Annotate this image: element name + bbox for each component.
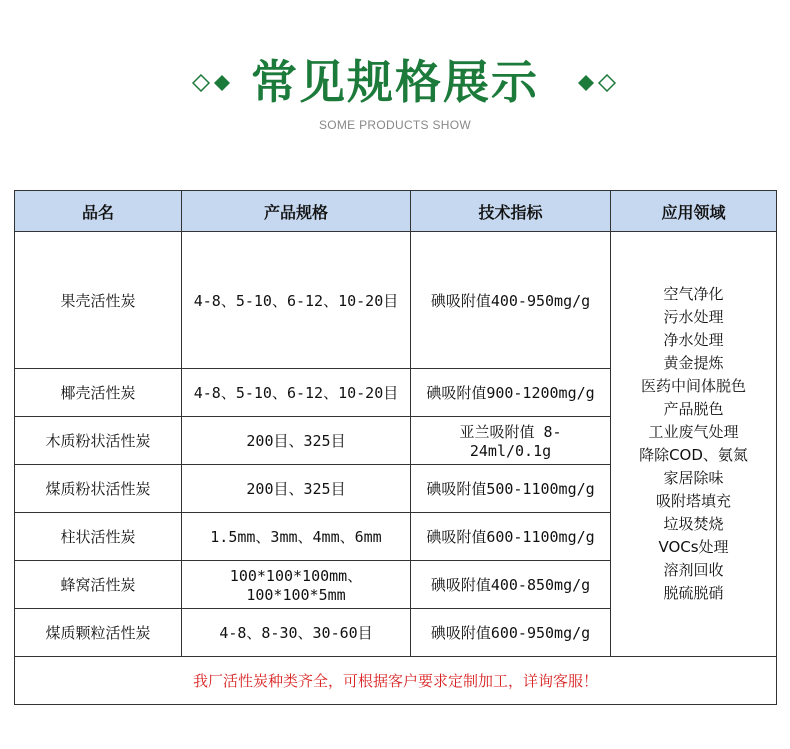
application-item: 溶剂回收 — [663, 561, 724, 579]
application-item: 垃圾焚烧 — [663, 515, 724, 533]
product-index: 碘吸附值400-850mg/g — [411, 561, 611, 609]
application-item: 家居除味 — [663, 469, 724, 487]
product-name: 蜂窝活性炭 — [15, 561, 182, 609]
application-item: 脱硫脱硝 — [663, 584, 724, 602]
table-header-row — [15, 191, 777, 232]
product-name: 柱状活性炭 — [15, 513, 182, 561]
page-subtitle: SOME PRODUCTS SHOW — [318, 118, 472, 132]
spec-table — [14, 190, 777, 705]
index-line: 亚兰吸附值 8- — [459, 423, 562, 441]
product-spec: 4-8、5-10、6-12、10-20目 — [182, 232, 411, 369]
product-spec: 200目、325目 — [182, 417, 411, 465]
product-spec: 4-8、5-10、6-12、10-20目 — [182, 369, 411, 417]
product-name: 果壳活性炭 — [15, 232, 182, 369]
product-spec: 1.5mm、3mm、4mm、6mm — [182, 513, 411, 561]
header-name: 品名 — [15, 191, 182, 232]
product-name: 煤质颗粒活性炭 — [15, 609, 182, 657]
title-block — [0, 52, 790, 112]
product-index: 碘吸附值600-1100mg/g — [411, 513, 611, 561]
application-item: 医药中间体脱色 — [640, 377, 746, 395]
application-item: 净水处理 — [663, 331, 724, 349]
spec-line: 100*100*100mm、 — [229, 567, 363, 585]
product-name: 椰壳活性炭 — [15, 369, 182, 417]
page-title: 常见规格展示 — [251, 55, 539, 109]
product-index: 碘吸附值400-950mg/g — [411, 232, 611, 369]
application-list — [611, 232, 777, 657]
header-index: 技术指标 — [411, 191, 611, 232]
product-index — [411, 417, 611, 465]
custom-order-notice: 我厂活性炭种类齐全，可根据客户要求定制加工，详询客服！ — [15, 657, 777, 705]
product-name: 木质粉状活性炭 — [15, 417, 182, 465]
table-row — [15, 232, 777, 369]
application-item: 产品脱色 — [663, 400, 724, 418]
application-item: VOCs处理 — [658, 538, 729, 556]
application-item: 污水处理 — [663, 308, 724, 326]
application-item: 空气净化 — [663, 285, 724, 303]
header-spec: 产品规格 — [182, 191, 411, 232]
product-index: 碘吸附值600-950mg/g — [411, 609, 611, 657]
product-spec: 200目、325目 — [182, 465, 411, 513]
product-name: 煤质粉状活性炭 — [15, 465, 182, 513]
diamond-ornament-right-icon — [572, 74, 616, 92]
table-footer-row — [15, 657, 777, 705]
index-line: 24ml/0.1g — [469, 442, 552, 460]
spec-line: 100*100*5mm — [246, 586, 346, 604]
application-item: 工业废气处理 — [648, 423, 739, 441]
application-item: 降除COD、氨氮 — [639, 446, 748, 464]
application-item: 吸附塔填充 — [655, 492, 731, 510]
product-spec: 4-8、8-30、30-60目 — [182, 609, 411, 657]
header-application: 应用领域 — [611, 191, 777, 232]
product-index: 碘吸附值900-1200mg/g — [411, 369, 611, 417]
product-spec — [182, 561, 411, 609]
application-item: 黄金提炼 — [663, 354, 724, 372]
product-index: 碘吸附值500-1100mg/g — [411, 465, 611, 513]
